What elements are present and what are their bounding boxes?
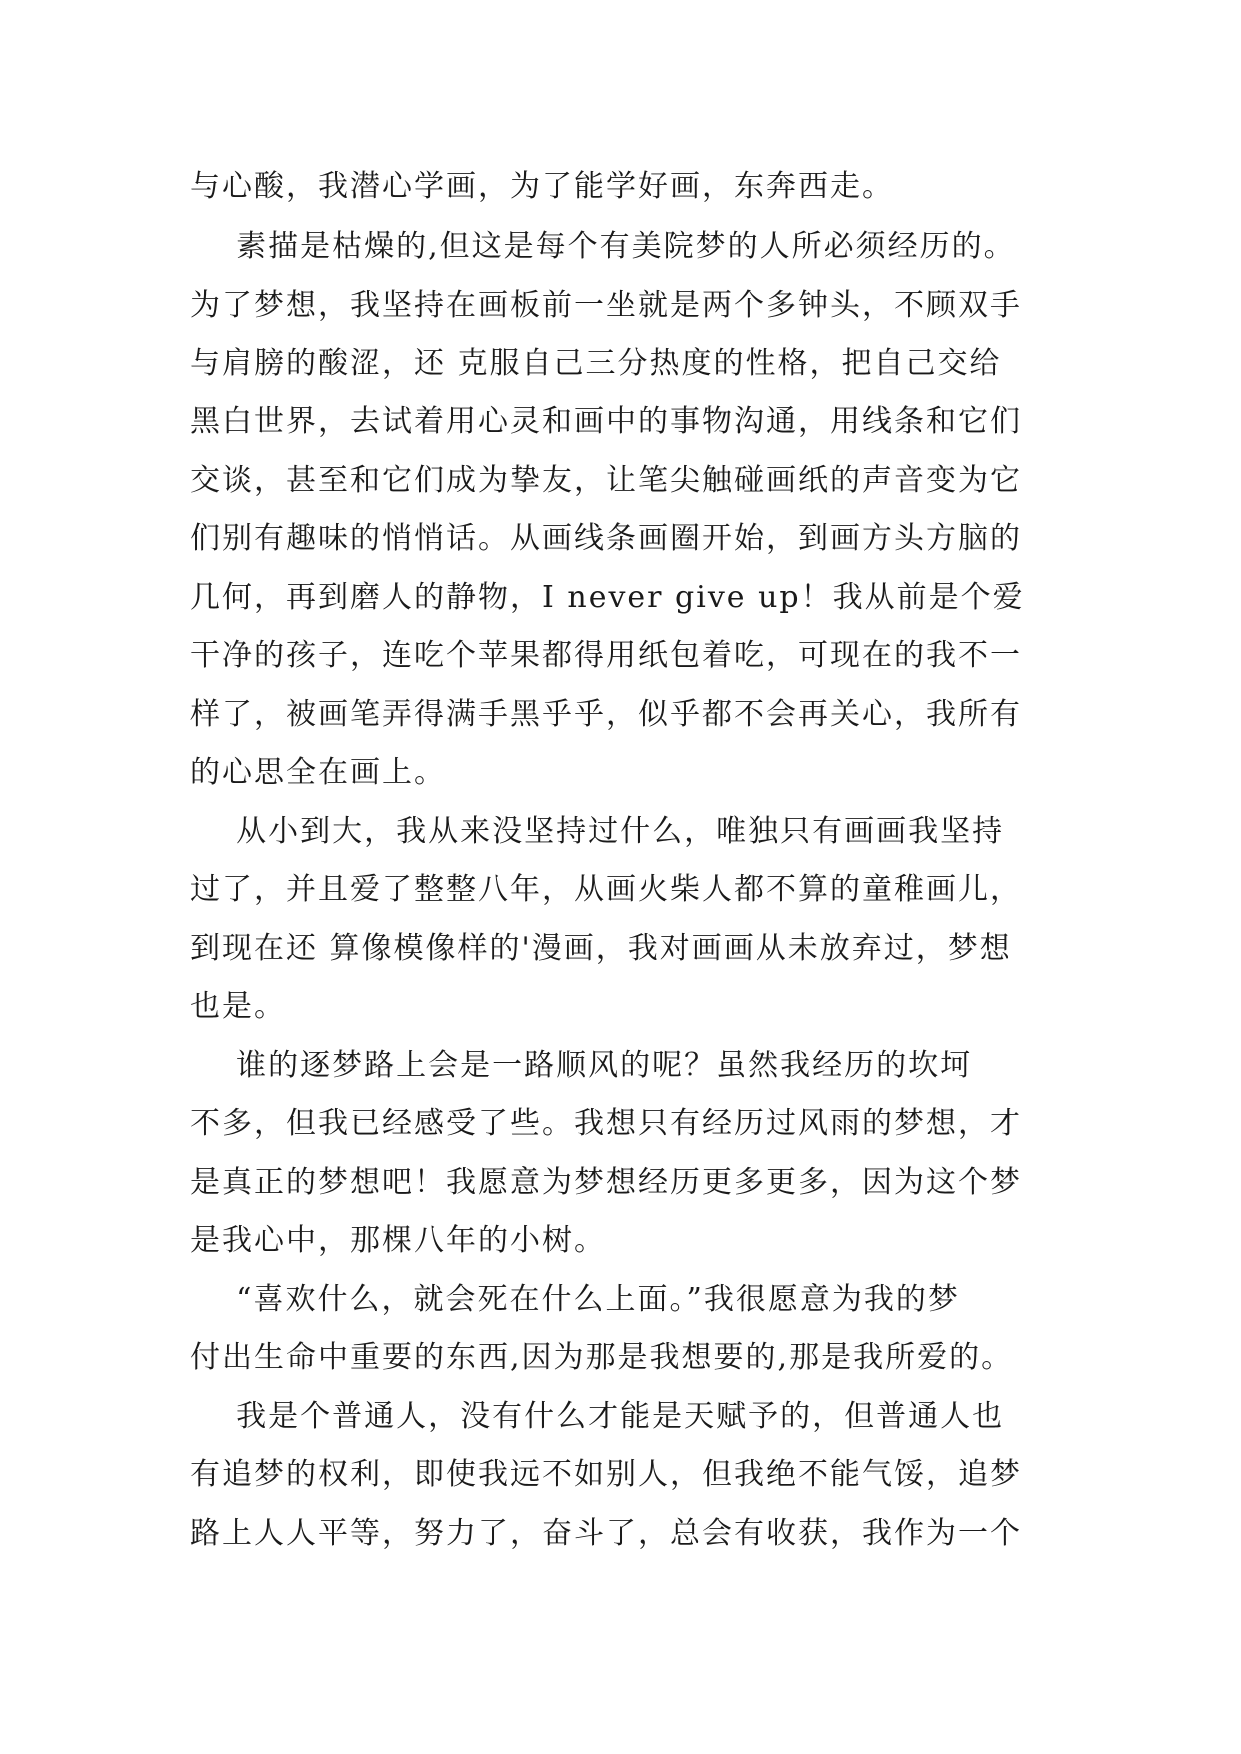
text-line: 是我心中，那棵八年的小树。 [190, 1223, 606, 1258]
text-line: 样了，被画笔弄得满手黑乎乎，似乎都不会再关心，我所有 [190, 697, 1022, 732]
text-line: 几何，再到磨人的静物，I never give up！我从前是个爱 [190, 580, 1025, 615]
text-line: 与肩膀的酸涩，还 克服自己三分热度的性格，把自己交给 [190, 346, 1002, 381]
text-line: 的心思全在画上。 [190, 755, 446, 790]
text-line: 也是。 [190, 989, 286, 1024]
text-line: 素描是枯燥的,但这是每个有美院梦的人所必须经历的。 [190, 229, 1016, 264]
text-line: 我是个普通人，没有什么才能是天赋予的，但普通人也 [190, 1399, 1005, 1434]
text-line: 干净的孩子，连吃个苹果都得用纸包着吃，可现在的我不一 [190, 638, 1022, 673]
text-line: 有追梦的权利，即使我远不如别人，但我绝不能气馁，追梦 [190, 1457, 1022, 1492]
text-line: 与心酸，我潜心学画，为了能学好画，东奔西走。 [190, 169, 894, 204]
text-line: 从小到大，我从来没坚持过什么，唯独只有画画我坚持 [190, 814, 1005, 849]
text-line: 不多，但我已经感受了些。我想只有经历过风雨的梦想，才 [190, 1106, 1022, 1141]
text-line: 是真正的梦想吧！我愿意为梦想经历更多更多，因为这个梦 [190, 1165, 1022, 1200]
text-line: 到现在还 算像模像样的'漫画，我对画画从未放弃过，梦想 [190, 931, 1012, 966]
text-line: 付出生命中重要的东西,因为那是我想要的,那是我所爱的。 [190, 1340, 1014, 1375]
text-line: “喜欢什么，就会死在什么上面。”我很愿意为我的梦 [190, 1282, 960, 1317]
text-line: 路上人人平等，努力了，奋斗了，总会有收获，我作为一个 [190, 1516, 1022, 1551]
text-line: 交谈，甚至和它们成为挚友，让笔尖触碰画纸的声音变为它 [190, 463, 1022, 498]
text-line: 们别有趣味的悄悄话。从画线条画圈开始，到画方头方脑的 [190, 521, 1022, 556]
text-line: 黑白世界，去试着用心灵和画中的事物沟通，用线条和它们 [190, 404, 1022, 439]
text-line: 过了，并且爱了整整八年，从画火柴人都不算的童稚画儿， [190, 872, 1022, 907]
text-line: 谁的逐梦路上会是一路顺风的呢？虽然我经历的坎坷 [190, 1048, 973, 1083]
text-line: 为了梦想，我坚持在画板前一坐就是两个多钟头，不顾双手 [190, 288, 1022, 323]
